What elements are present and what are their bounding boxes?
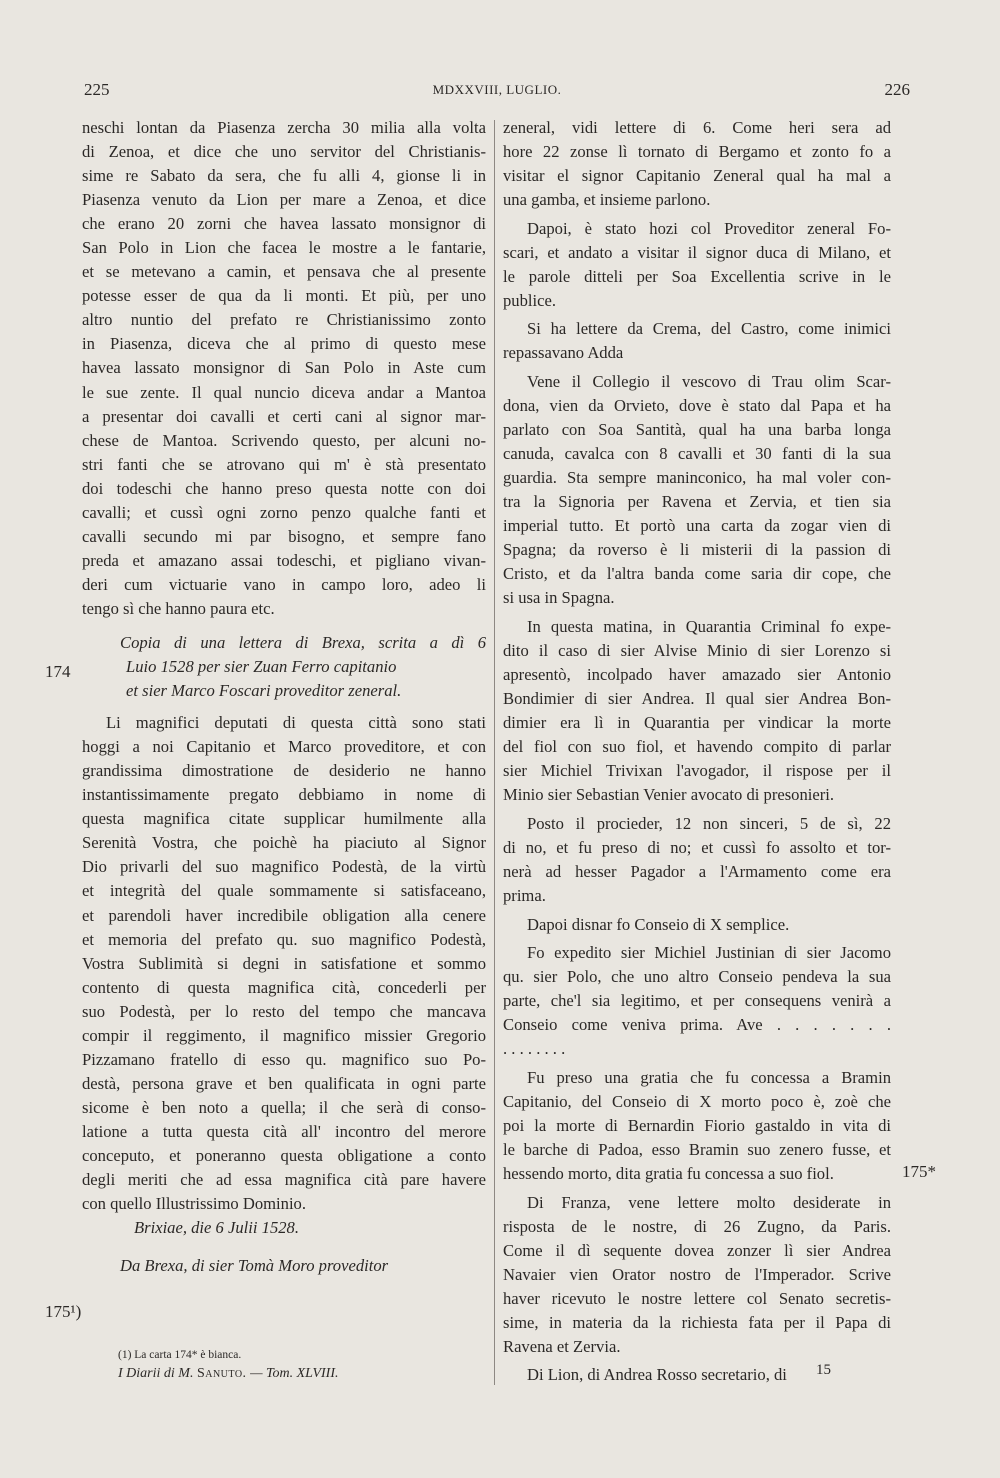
letter-line: et memoria del prefato qu. suo magnifico Podestà,: [82, 929, 486, 949]
body-line: imperial tutto. Et portò una carta da zogar vien di: [503, 516, 891, 536]
body-line: qu. sier Polo, che uno altro Conseio pendeva la sua: [503, 967, 891, 987]
body-line: Dapoi disnar fo Conseio di X semplice.: [527, 914, 790, 934]
body-line: chese de Mantoa. Scrivendo questo, per alcuni no-: [82, 430, 486, 450]
body-line: cavalli; et cussì ogni zorno penzo qualche fanti et: [82, 502, 486, 522]
letter-line: instantissimamente pregato debbiamo in nome di: [82, 785, 486, 805]
letter-line: hoggi a noi Capitanio et Marco proveditore, et con: [82, 737, 486, 757]
body-line: apresentò, incolpado haver amazado sier Antonio: [503, 665, 891, 685]
letter-line: con quello Illustrissimo Dominio.: [82, 1194, 307, 1214]
letter-line: Li magnifici deputati di questa città sono stati: [106, 713, 486, 733]
body-line: potesse esser de qua da li monti. Et più, per uno: [82, 286, 486, 306]
body-line: zeneral, vidi lettere di 6. Come heri sera ad: [503, 118, 891, 137]
body-line: una gamba, et insieme parlono.: [503, 190, 711, 210]
body-line: canuda, cavalca con 8 cavalli et 30 fanti di la sua: [503, 444, 891, 464]
body-line: San Polo in Lion che facea le mostre a le fantarie,: [82, 238, 486, 258]
body-line: in Piasenza, diceva che al primo di questo mese: [82, 334, 486, 354]
body-line: che erano 20 zorni che havea lassato monsignor di: [82, 214, 486, 234]
body-line: Ravena et Zervia.: [503, 1336, 621, 1356]
letter-line: contento di questa magnifica cità, concederli per: [82, 977, 486, 997]
column-divider: [494, 120, 495, 1385]
body-line: Bondimier di sier Andrea. Il qual sier Andrea Bon-: [503, 689, 891, 709]
left-body-text: [82, 116, 486, 621]
letter-line: et integrità del quale sommamente si satisfaceano,: [82, 881, 486, 901]
body-line: deri cum victuarie vano in campo loro, adeo li: [82, 574, 486, 594]
margin-note-175-left: 175¹): [45, 1302, 82, 1321]
letter-closing: Brixiae, die 6 Julii 1528.: [134, 1218, 299, 1238]
letter-line: Serenità Vostra, che poichè ha piaciuto al Signor: [82, 833, 486, 853]
body-line: Si ha lettere da Crema, del Castro, come inimici: [527, 319, 891, 339]
letter-line: degli meriti che ad essa magnifica cità pare havere: [82, 1170, 486, 1190]
body-line: . . . . . . . .: [503, 1039, 566, 1059]
body-line: Posto il procieder, 12 non sinceri, 5 de sì, 22: [527, 813, 891, 833]
letter-line: conceputo, et poneranno questa obligatione a conto: [82, 1145, 486, 1165]
body-line: poi la morte di Bernardin Fiorio gastaldo in vita di: [503, 1115, 891, 1135]
footnote: (1) La carta 174* è bianca.: [118, 1349, 242, 1361]
letter-line: Vostra Sublimità si degni in satisfatione et sommo: [82, 953, 486, 973]
footer-title: I Diarii di M.: [118, 1366, 194, 1381]
body-line: le barche di Padoa, esso Bramin suo zenero fusse, et: [503, 1139, 891, 1159]
body-line: scari, et andato a visitar il signor duca di Milano, et: [503, 242, 891, 262]
paragraph: [503, 812, 891, 908]
body-line: risposta de le nostre, di 26 Zugno, da Paris.: [503, 1216, 891, 1236]
letter-line: Pizzamano fratello di esso qu. magnifico suo Po-: [82, 1049, 486, 1069]
body-line: Fu preso una gratia che fu concessa a Bramin: [527, 1067, 891, 1087]
paragraph: [503, 217, 891, 313]
letter-line: suo Podestà, per lo resto del tempo che mancava: [82, 1001, 486, 1021]
page-footer: [118, 1366, 338, 1382]
body-line: dona, vien da Orvieto, dove è stato dal Papa et ha: [503, 396, 891, 416]
body-line: sime re Sabato da sera, che fu alli 4, gionse li in: [82, 166, 486, 186]
right-column: [503, 116, 891, 1387]
letter-line: destà, persona grave et ben qualificata in ogni parte: [82, 1073, 486, 1093]
body-line: parte, che'l sia legitimo, et per consequens venirà a: [503, 991, 891, 1011]
body-line: Spagna; da roverso è li misterii di la passion di: [503, 540, 891, 560]
body-line: Di Lion, di Andrea Rosso secretario, di: [527, 1365, 787, 1385]
body-line: Conseio come veniva prima. Ave . . . . . . .: [503, 1015, 891, 1035]
heading-line: Luio 1528 per sier Zuan Ferro capitanio: [126, 657, 397, 677]
body-line: Navaier vien Orator nostro de l'Imperador. Scrive: [503, 1264, 891, 1284]
body-line: di no, et fu preso di no; et cussì fo assolto et tor-: [503, 837, 891, 857]
body-line: parlato con Soa Santità, qual ha una barba longa: [503, 420, 891, 440]
body-line: hessendo morto, dita gratia fu concessa a suo fiol.: [503, 1163, 834, 1183]
letter-line: sicome è ben noto a quella; il che serà di conso-: [82, 1097, 486, 1117]
body-line: si usa in Spagna.: [503, 588, 615, 608]
body-line: havea lassato monsignor di San Polo in Aste cum: [82, 358, 486, 378]
body-line: Cristo, et da l'altra banda come saria dir cope, che: [503, 564, 891, 584]
body-line: a presentar doi cavalli et certi cani al signor mar-: [82, 406, 486, 426]
body-line: doi todeschi che hanno preso questa notte con doi: [82, 478, 486, 498]
body-line: Capitanio, del Conseio di X morto poco è, zoè che: [503, 1091, 891, 1111]
paragraph: [503, 1363, 891, 1387]
body-line: prima.: [503, 885, 546, 905]
paragraph: [503, 317, 891, 365]
body-line: tengo sì che hanno paura etc.: [82, 598, 275, 618]
body-line: Come il dì sequente dovea zonzer lì sier Andrea: [503, 1240, 891, 1260]
body-line: del fiol con suo fiol, et havendo compito di parlar: [503, 737, 891, 757]
body-line: dimier era lì in Quarantia per vindicar la morte: [503, 713, 891, 733]
body-line: di Zenoa, et dice che uno servitor del Christianis-: [82, 142, 486, 162]
margin-note-174: 174: [45, 662, 71, 681]
body-line: dito il caso di sier Alvise Minio di sier Lorenzo si: [503, 640, 891, 660]
body-line: guardia. Sta sempre maninconico, ha mal voler con-: [503, 468, 891, 488]
body-line: In questa matina, in Quarantia Criminal fo expe-: [527, 616, 891, 636]
body-line: et se metevano a camin, et pensava che al presente: [82, 262, 486, 282]
body-line: visitar el signor Capitanio Zeneral qual ha mal a: [503, 166, 891, 186]
letter-body: [82, 711, 486, 1216]
letter-line: et parendoli haver incredibile obligation alla cenere: [82, 905, 486, 925]
paragraph: [503, 941, 891, 1061]
margin-note-175-right: 175*: [902, 1162, 936, 1181]
body-line: neschi lontan da Piasenza zercha 30 milia alla volta: [82, 118, 486, 137]
letter-line: compir il reggimento, il magnifico missier Gregorio: [82, 1025, 486, 1045]
right-body-text: [503, 116, 891, 1387]
body-line: haver ricevuto le nostre lettere col Senato secretis-: [503, 1288, 891, 1308]
body-line: stri fanti che se atrovano qui m' è stà presentato: [82, 454, 486, 474]
left-column: [82, 116, 486, 1278]
body-line: publice.: [503, 290, 556, 310]
body-line: Piasenza venuto da Lion per mare a Zenoa, et dice: [82, 190, 486, 210]
paragraph: [503, 913, 891, 937]
paragraph: [503, 370, 891, 610]
signature-number: 15: [816, 1362, 831, 1378]
letter-heading: [82, 631, 486, 703]
body-line: sime, in materia da la richiesta fata per il Papa di: [503, 1312, 891, 1332]
letter-line: Dio privarli del suo magnifico Podestà, de la virtù: [82, 857, 486, 877]
letter-line: latione a tutta questa cità all' incontro del merore: [82, 1121, 486, 1141]
letter-line: questa magnifica citate supplicar humilmente alla: [82, 809, 486, 829]
body-line: preda et amazano assai todeschi, et pigliano vivan-: [82, 550, 486, 570]
letter-line: grandissima dimostratione de desiderio ne hanno: [82, 761, 486, 781]
footer-author: Sanuto.: [196, 1366, 247, 1381]
right-page-number: 226: [884, 80, 910, 99]
paragraph: [503, 1066, 891, 1186]
body-line: Di Franza, vene lettere molto desiderate in: [527, 1192, 891, 1212]
body-line: Minio sier Sebastian Venier avocato di presonieri.: [503, 785, 835, 805]
body-line: Fo expedito sier Michiel Justinian di sier Jacomo: [527, 943, 891, 963]
body-line: le sue zente. Il qual nuncio diceva andar a Mantoa: [82, 382, 486, 402]
heading-line: Copia di una lettera di Brexa, scrita a dì 6: [120, 632, 486, 652]
paragraph: [503, 1191, 891, 1359]
body-line: altro nuntio del prefato re Christianissimo zonto: [82, 310, 486, 330]
body-line: Dapoi, è stato hozi col Proveditor zeneral Fo-: [527, 218, 891, 238]
body-line: Vene il Collegio il vescovo di Trau olim Scar-: [527, 371, 891, 391]
body-line: hore 22 zonse lì tornato di Bergamo et zonto fo a: [503, 142, 891, 162]
running-header: [84, 80, 910, 110]
left-page-number: 225: [84, 80, 110, 99]
body-line: nerà ad hesser Pagador a l'Armamento come era: [503, 861, 891, 881]
heading-line: et sier Marco Foscari proveditor zeneral.: [126, 681, 402, 701]
body-line: tra la Signoria per Ravena et Zervia, et tien sia: [503, 492, 891, 512]
footer-tome: — Tom. XLVIII.: [250, 1366, 339, 1381]
paragraph: [503, 116, 891, 212]
body-line: cavalli secundo mi par bisogno, et sempre fano: [82, 526, 486, 546]
running-title: MDXXVIII, LUGLIO.: [432, 82, 562, 97]
paragraph: [503, 615, 891, 807]
body-line: repassavano Adda: [503, 343, 624, 363]
next-heading: Da Brexa, di sier Tomà Moro proveditor: [120, 1256, 389, 1276]
body-line: sier Michiel Trivixan l'avogador, il rispose per il: [503, 761, 891, 781]
body-line: le parole ditteli per Soa Excellentia scrive in le: [503, 266, 891, 286]
